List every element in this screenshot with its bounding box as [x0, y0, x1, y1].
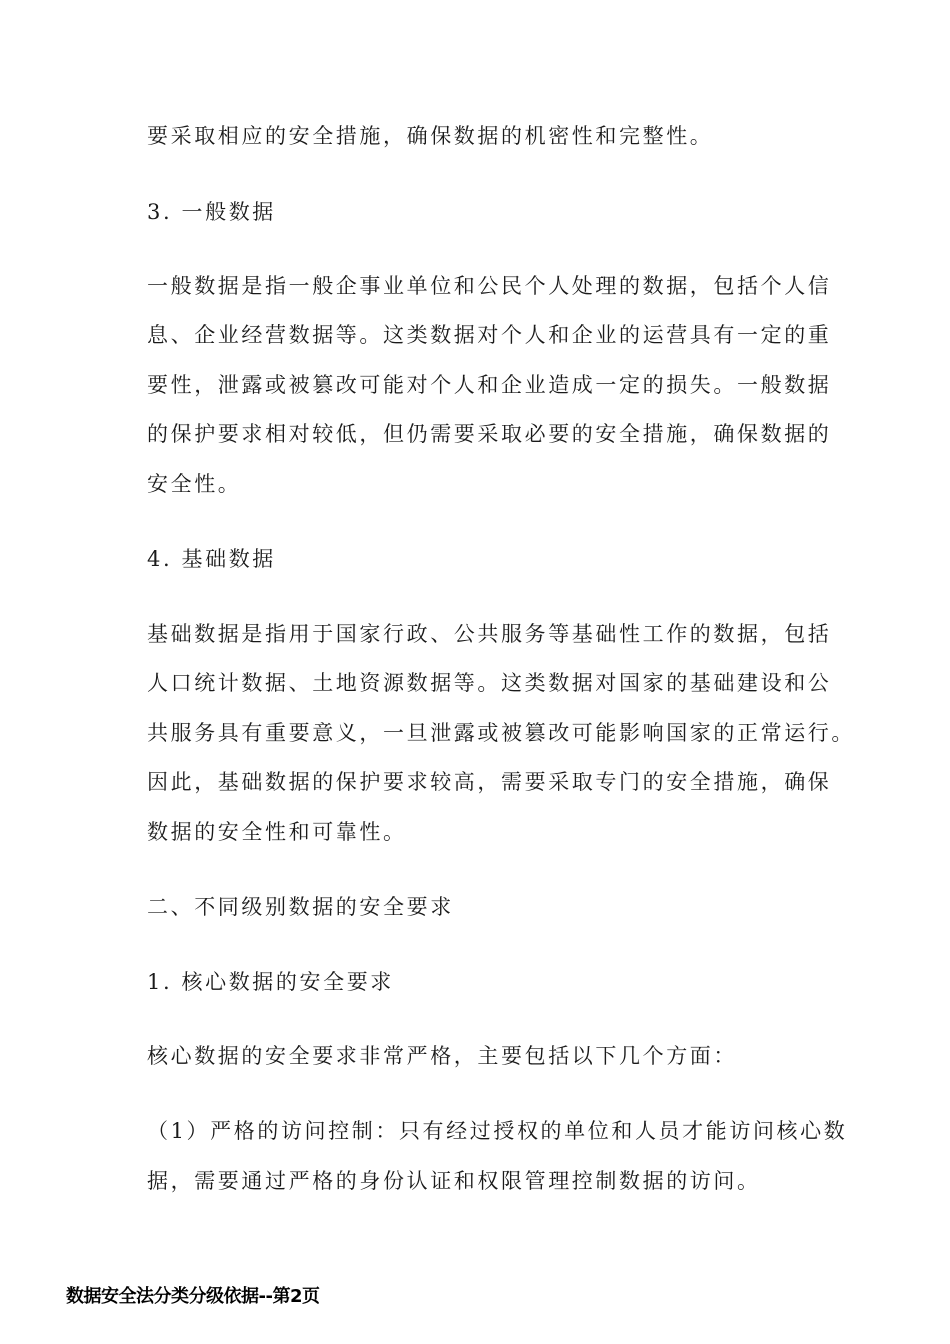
- paragraph-line: 的保护要求相对较低，但仍需要采取必要的安全措施，确保数据的: [147, 422, 832, 446]
- paragraph-line: 核心数据的安全要求非常严格，主要包括以下几个方面：: [147, 1044, 737, 1068]
- list-item-line: （1）严格的访问控制：只有经过授权的单位和人员才能访问核心数: [147, 1119, 848, 1143]
- list-item-line: 据，需要通过严格的身份认证和权限管理控制数据的访问。: [147, 1169, 761, 1193]
- paragraph-line: 因此，基础数据的保护要求较高，需要采取专门的安全措施，确保: [147, 770, 832, 794]
- paragraph-line: 要采取相应的安全措施，确保数据的机密性和完整性。: [147, 124, 714, 148]
- paragraph-line: 安全性。: [147, 472, 242, 496]
- section-heading-basic-data: 4. 基础数据: [147, 547, 276, 571]
- section-heading-general-data: 3. 一般数据: [147, 200, 276, 224]
- paragraph-line: 共服务具有重要意义，一旦泄露或被篡改可能影响国家的正常运行。: [147, 721, 855, 745]
- paragraph-line: 要性，泄露或被篡改可能对个人和企业造成一定的损失。一般数据: [147, 373, 832, 397]
- paragraph-line: 基础数据是指用于国家行政、公共服务等基础性工作的数据，包括: [147, 622, 832, 646]
- section-heading-core-data-requirements: 1. 核心数据的安全要求: [147, 970, 394, 994]
- page-footer: 数据安全法分类分级依据--第2页: [66, 1286, 320, 1307]
- paragraph-line: 数据的安全性和可靠性。: [147, 820, 407, 844]
- paragraph-line: 人口统计数据、土地资源数据等。这类数据对国家的基础建设和公: [147, 671, 832, 695]
- chapter-heading-security-requirements: 二、不同级别数据的安全要求: [147, 895, 454, 919]
- paragraph-line: 息、企业经营数据等。这类数据对个人和企业的运营具有一定的重: [147, 323, 832, 347]
- paragraph-line: 一般数据是指一般企事业单位和公民个人处理的数据，包括个人信: [147, 274, 832, 298]
